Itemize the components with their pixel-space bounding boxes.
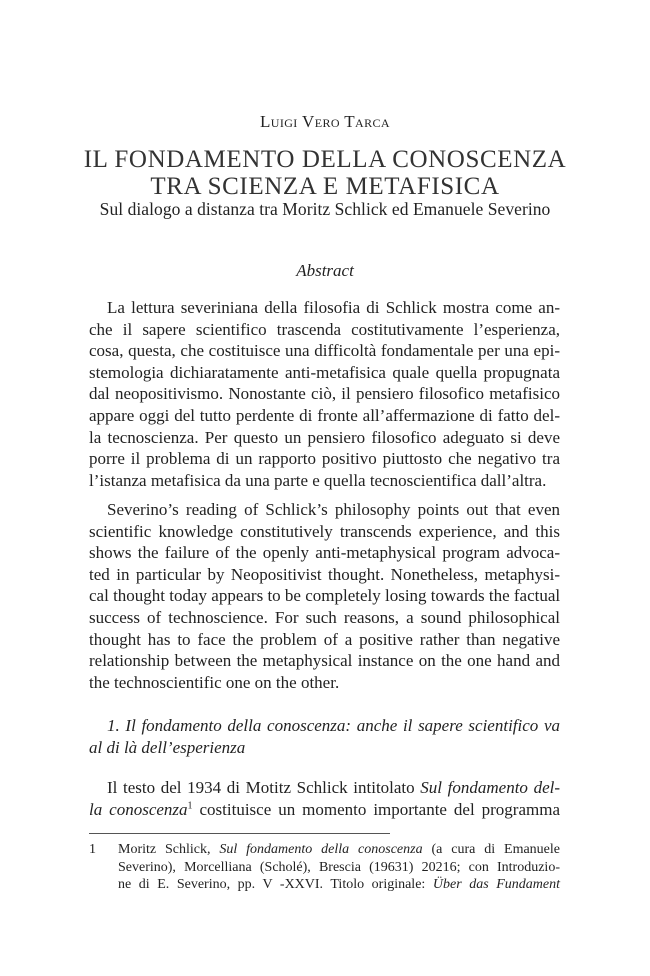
cited-title: la conoscenza	[89, 799, 188, 819]
text-line: La lettura severiniana della filosofia di Schlick mostra come an-	[107, 298, 560, 317]
footnote-number: 1	[89, 842, 96, 857]
text-line: success of technoscience. For such reasons, a sound philosophical	[89, 607, 560, 627]
title-line-2: TRA SCIENZA E METAFISICA	[150, 173, 500, 200]
footnote-line-1	[118, 841, 560, 859]
text-line: appare oggi del tutto perdente di fronte all’affermazione di fatto del-	[89, 405, 560, 425]
body-paragraph	[89, 777, 560, 820]
text-line: thought has to face the problem of a positive rather than negative	[89, 629, 560, 649]
title-line-1: IL FONDAMENTO DELLA CONOSCENZA	[83, 146, 567, 173]
abstract-heading: Abstract	[296, 261, 354, 280]
footnote-line-2: Severino), Morcelliana (Scholé), Brescia (19631) 20216; con Introduzio-	[118, 859, 560, 875]
abstract-italian	[89, 297, 560, 491]
section-heading	[89, 715, 560, 758]
footnote-text-part: ne di E. Severino, pp. V -XXVI. Titolo originale:	[118, 877, 433, 893]
author-name: Luigi Vero Tarca	[260, 112, 390, 131]
text-line: dal neopositivismo. Nonostante ciò, il pensiero filosofico metafisico	[89, 384, 560, 404]
cited-title: Sul fondamento del-	[420, 778, 560, 797]
footnote-text-part: Moritz Schlick,	[118, 842, 220, 857]
footnote-divider	[89, 833, 390, 834]
body-text: costituisce un momento importante del programma	[192, 799, 560, 819]
text-line: la tecnoscienza. Per questo un pensiero filosofico adeguato si deve	[89, 427, 560, 447]
abstract-english	[89, 499, 560, 693]
text-line: scientific knowledge constitutively transcends experience, and this	[89, 521, 560, 541]
footnote-cited-title: Sul fondamento della conoscenza	[219, 842, 423, 857]
text-line: stemologia dichiaratamente anti-metafisica quale quella propugnata	[89, 362, 560, 382]
text-line: porre il problema di un rapporto positivo piuttosto che negativo tra	[89, 449, 560, 469]
text-line: ted in particular by Neopositivist thought. Nonetheless, metaphysi-	[89, 564, 560, 584]
footnote-cited-title: Über das Fundament	[432, 877, 560, 893]
subtitle: Sul dialogo a distanza tra Moritz Schlick ed Emanuele Severino	[99, 199, 551, 219]
footnote-text-part: (a cura di Emanuele	[422, 842, 560, 857]
text-line: l’istanza metafisica da una parte e quella tecnoscientifica dall’altra.	[89, 470, 547, 490]
body-line-1	[89, 777, 560, 799]
text-line: cal thought today appears to be completely losing towards the factual	[89, 586, 561, 606]
text-line: the technoscientific one on the other.	[89, 672, 340, 692]
text-line: Severino’s reading of Schlick’s philosophy points out that even	[107, 500, 560, 519]
body-line-2	[89, 799, 560, 821]
section-heading-line-2: al di là dell’esperienza	[89, 737, 246, 757]
text-line: relationship between the metaphysical instance on the one hand and	[89, 651, 560, 671]
footnote-line-3	[118, 876, 560, 894]
footnote-text	[118, 841, 560, 894]
text-line: shows the failure of the openly anti-metaphysical program advoca-	[89, 543, 560, 563]
text-line: cosa, questa, che costituisce una difficoltà fondamentale per una epi-	[89, 341, 560, 361]
text-line: che il sapere scientifico trascenda costitutivamente l’esperienza,	[89, 319, 560, 339]
footnote-ref[interactable]: 1	[187, 799, 193, 811]
section-heading-line-1: 1. Il fondamento della conoscenza: anche il sapere scientifico va	[107, 716, 560, 735]
body-text: Il testo del 1934 di Motitz Schlick intitolato	[107, 778, 421, 797]
